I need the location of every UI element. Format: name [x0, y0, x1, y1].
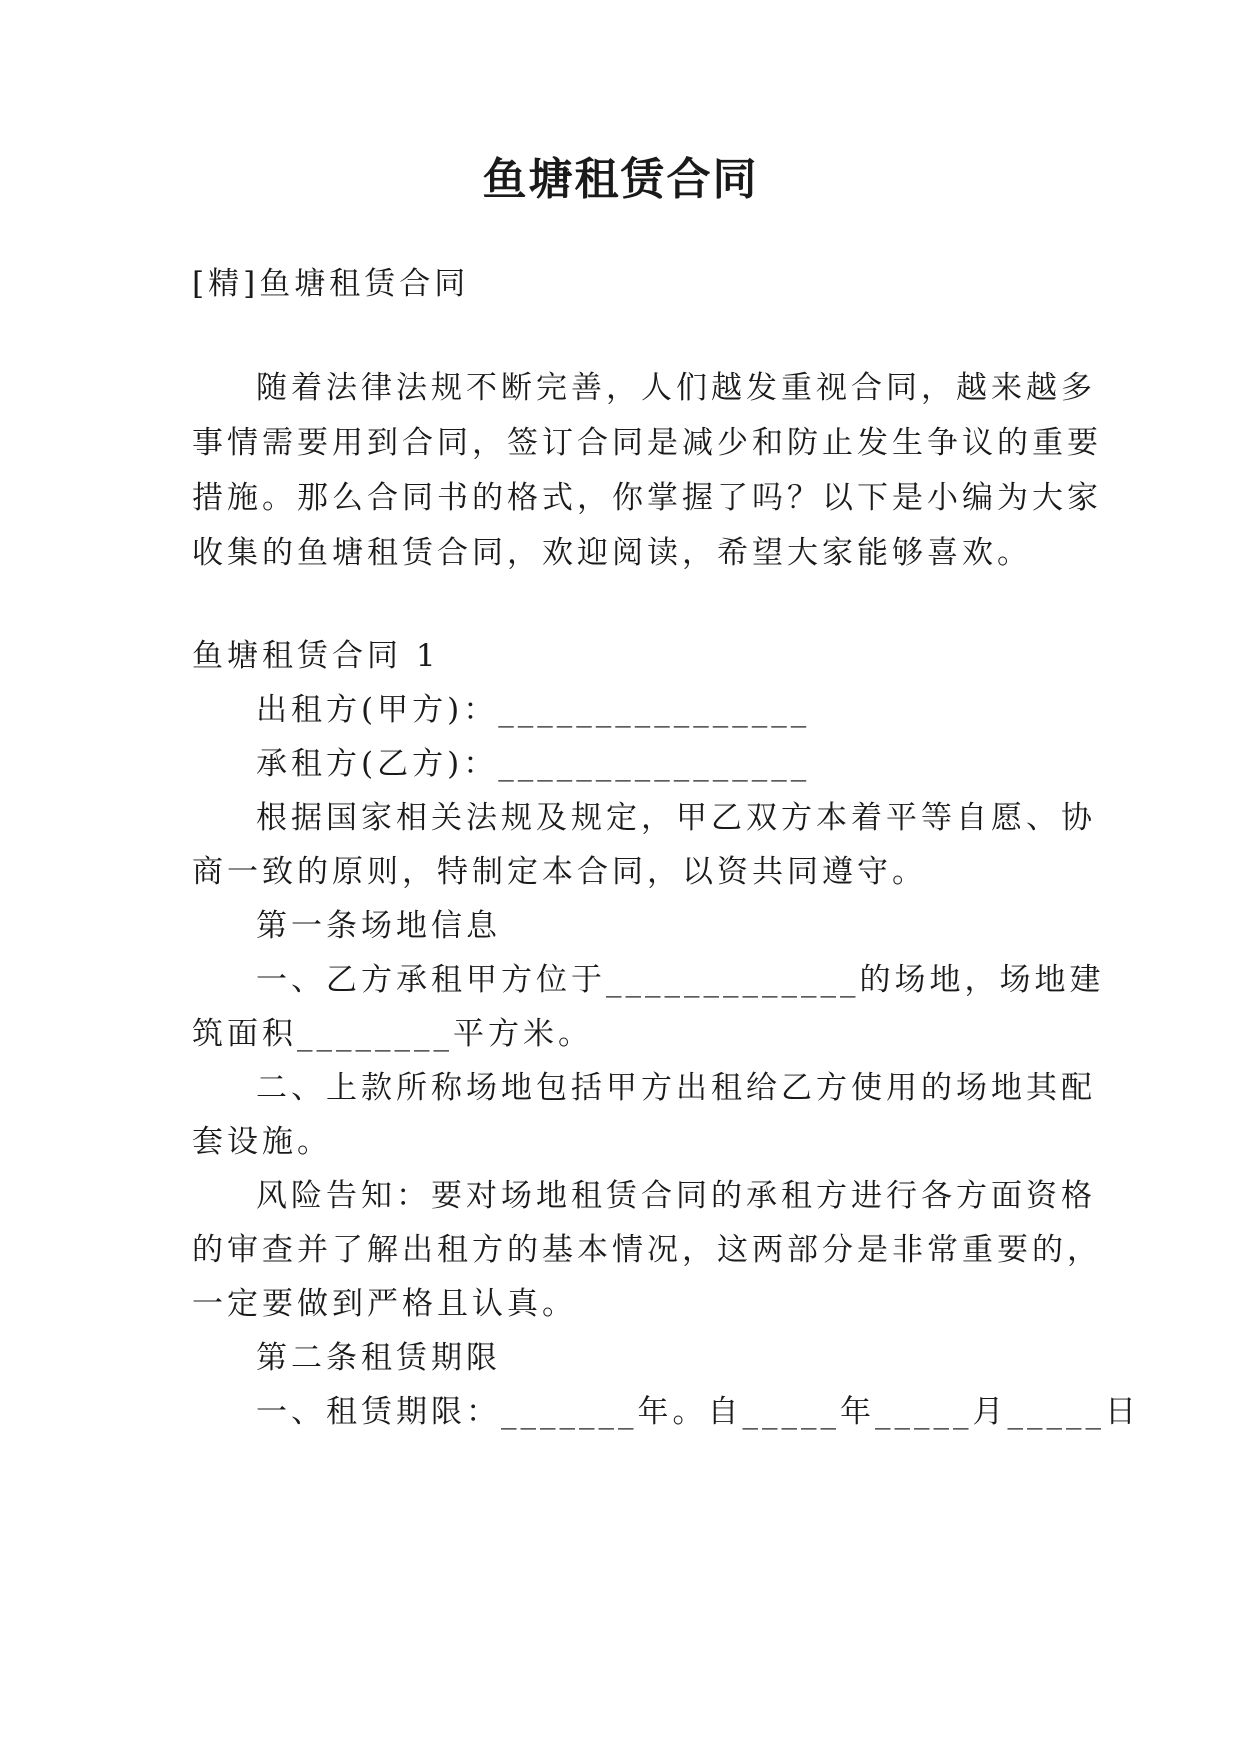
party-a-line: 出租方(甲方)：________________	[256, 692, 811, 728]
body-line: 筑面积________平方米。	[192, 1016, 593, 1052]
body-line: 一、乙方承租甲方位于_____________的场地，场地建	[256, 962, 1105, 998]
body-line: 的审查并了解出租方的基本情况，这两部分是非常重要的，	[192, 1232, 1102, 1268]
body-line: 二、上款所称场地包括甲方出租给乙方使用的场地其配	[256, 1070, 1096, 1106]
body-line: 套设施。	[192, 1124, 332, 1160]
body-line: 一、租赁期限：_______年。自_____年_____月_____日	[256, 1394, 1140, 1430]
intro-line-2: 事情需要用到合同，签订合同是减少和防止发生争议的重要	[192, 425, 1102, 461]
document-title: 鱼塘租赁合同	[482, 154, 759, 205]
document-subtitle: [精]鱼塘租赁合同	[192, 266, 470, 302]
section-title: 鱼塘租赁合同 1	[192, 638, 440, 674]
article-heading: 第二条租赁期限	[256, 1340, 501, 1376]
intro-line-4: 收集的鱼塘租赁合同，欢迎阅读，希望大家能够喜欢。	[192, 535, 1032, 571]
body-line: 商一致的原则，特制定本合同，以资共同遵守。	[192, 854, 927, 890]
intro-line-1: 随着法律法规不断完善，人们越发重视合同，越来越多	[256, 370, 1096, 406]
body-line: 根据国家相关法规及规定，甲乙双方本着平等自愿、协	[256, 800, 1096, 836]
party-b-line: 承租方(乙方)：________________	[256, 746, 811, 782]
article-heading: 第一条场地信息	[256, 908, 501, 944]
intro-line-3: 措施。那么合同书的格式，你掌握了吗？以下是小编为大家	[192, 480, 1102, 516]
risk-notice-line: 风险告知：要对场地租赁合同的承租方进行各方面资格	[256, 1178, 1096, 1214]
body-line: 一定要做到严格且认真。	[192, 1286, 577, 1322]
